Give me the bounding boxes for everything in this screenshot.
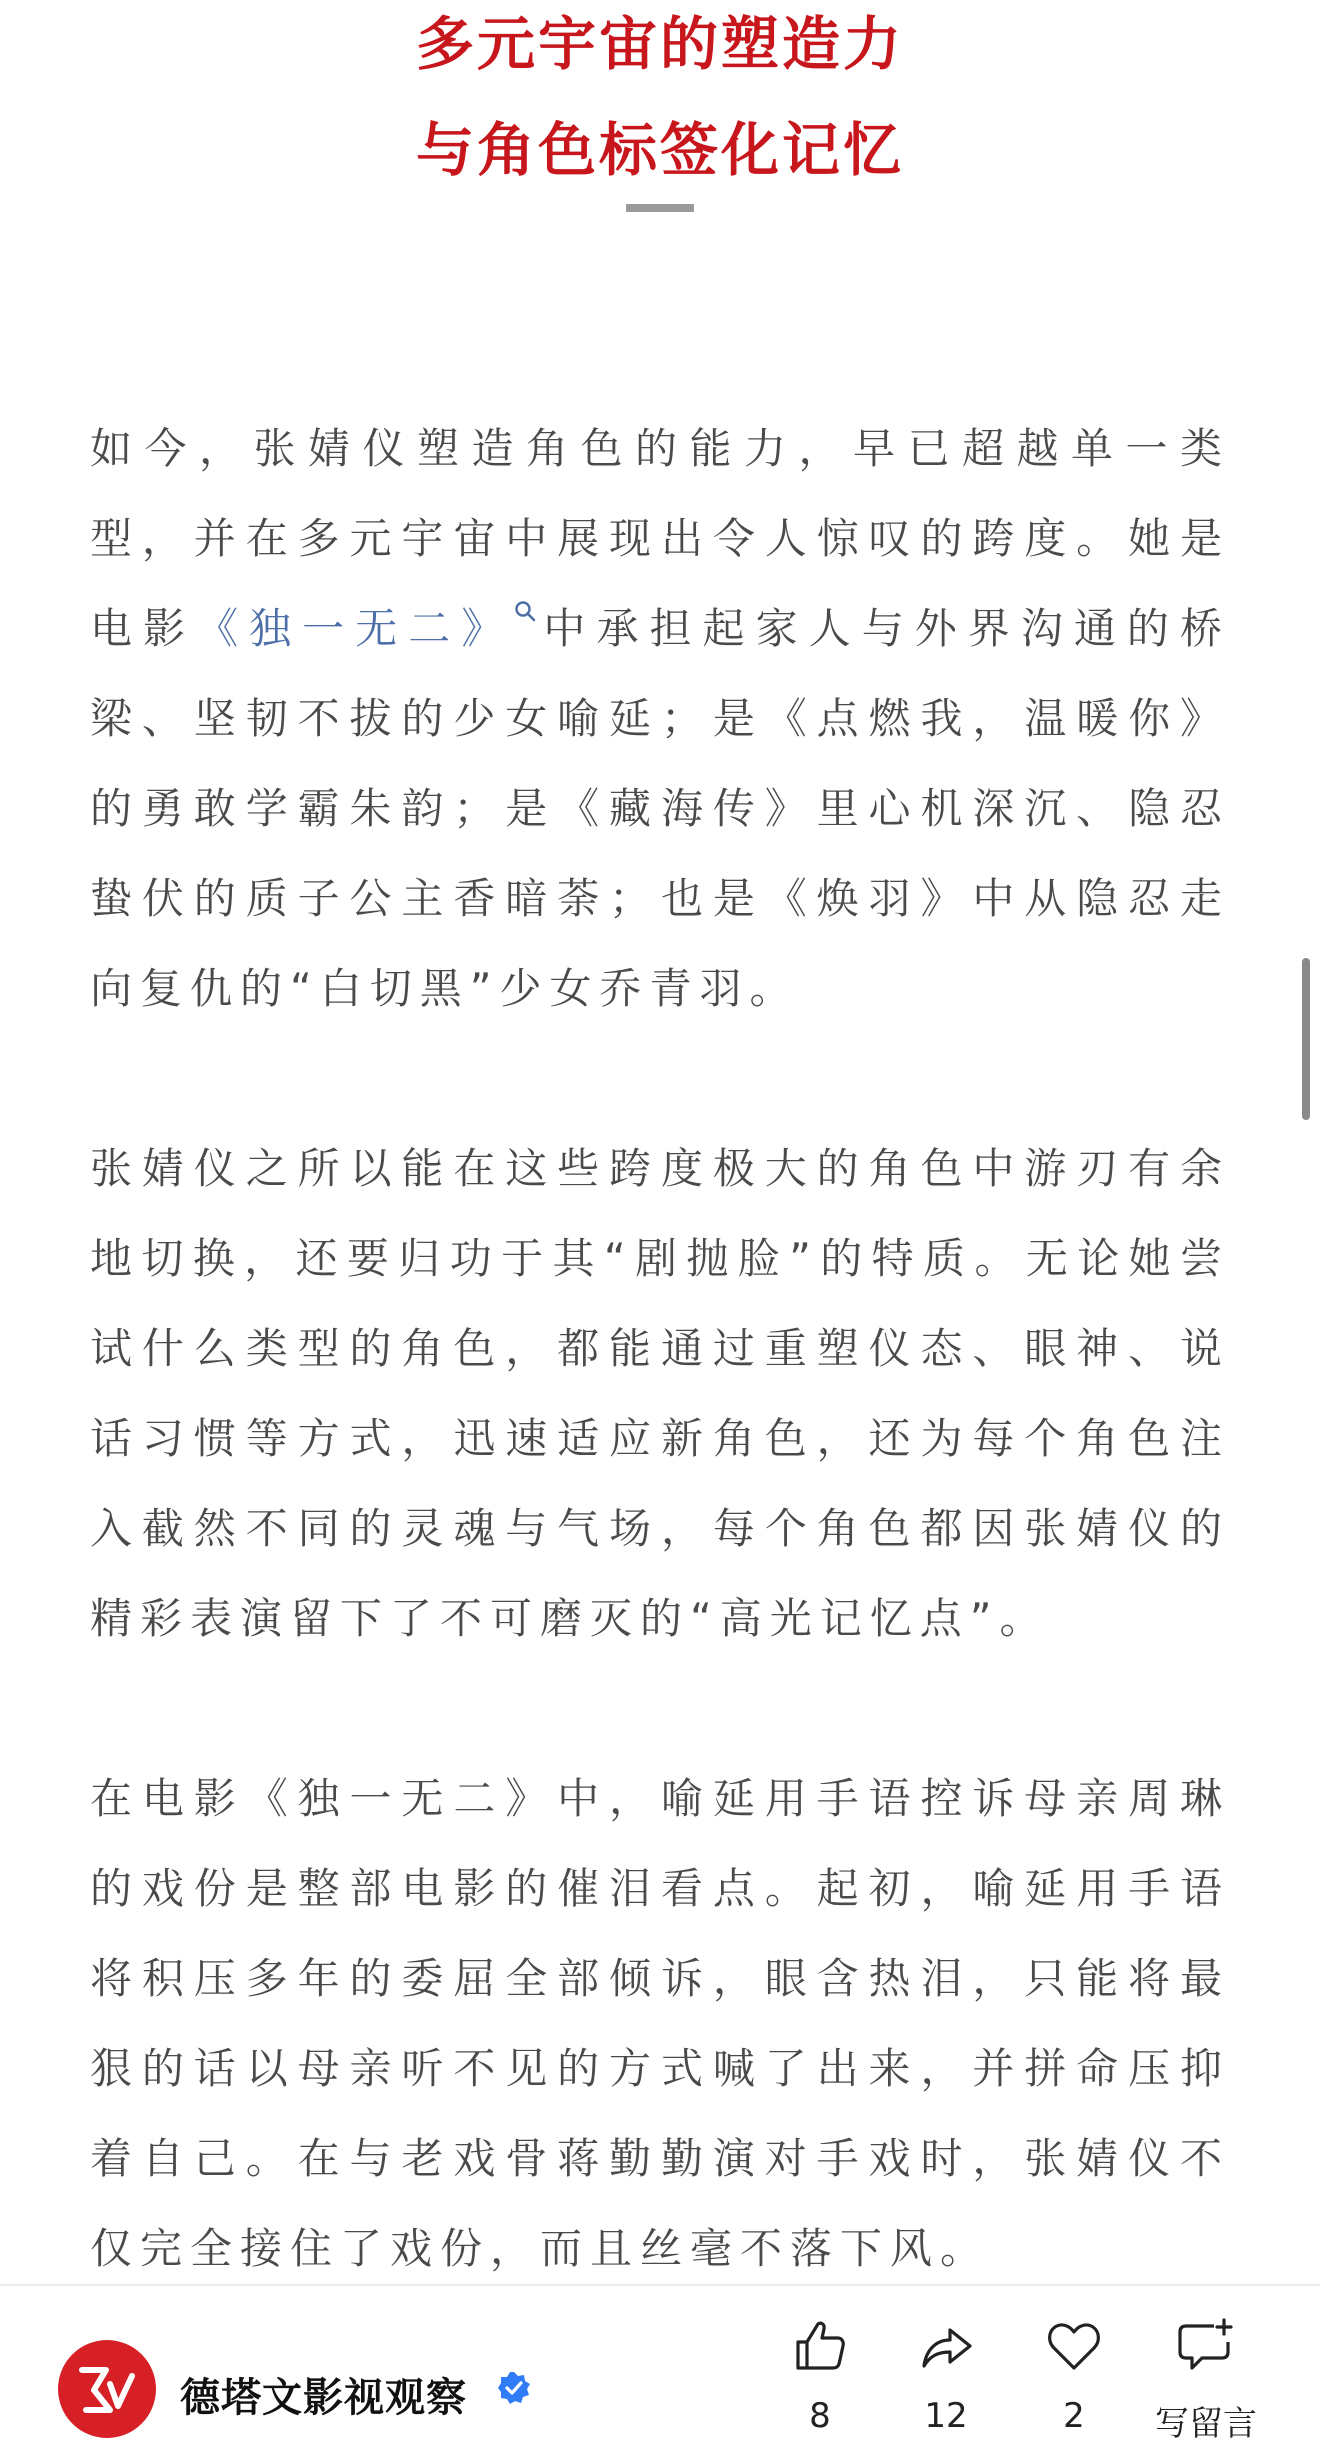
write-comment-label: 写留言 xyxy=(1155,2404,1257,2444)
share-button[interactable] xyxy=(886,2316,1006,2436)
search-icon[interactable] xyxy=(514,606,536,628)
account-name[interactable]: 德塔文影视观察 xyxy=(180,2375,467,2421)
thumbs-up-icon xyxy=(790,2316,850,2376)
scrollbar-thumb[interactable] xyxy=(1302,958,1310,1120)
paragraph-1-text-b: 中承担起家人与外界沟通的桥梁、坚韧不拔的少女喻延；是《点燃我，温暖你》的勇敢学霸朱韵；是《藏海传》里心机深沉、隐忍蛰伏的质子公主香暗荼；也是《焕羽》中从隐忍走向复仇的“白切黑”少女乔青羽。 xyxy=(90,604,1230,1013)
paragraph-1-text-a: 如今，张婧仪塑造角色的能力，早已超越单一类型，并在多元宇宙中展现出令人惊叹的跨度。她是电影 xyxy=(90,424,1230,653)
share-count: 12 xyxy=(924,2396,968,2436)
share-icon xyxy=(916,2316,976,2376)
section-heading-line-2: 与角色标签化记忆 xyxy=(415,116,904,184)
write-comment-button[interactable] xyxy=(1146,2316,1266,2445)
verified-icon xyxy=(496,2370,532,2410)
section-heading-line-1: 多元宇宙的塑造力 xyxy=(415,10,904,78)
paragraph-3: 在电影《独一无二》中，喻延用手语控诉母亲周琳的戏份是整部电影的催泪看点。起初，喻延用手语将积压多年的委屈全部倾诉，眼含热泪，只能将最狠的话以母亲听不见的方式喊了出来，并拼命压抑着自己。在与老戏骨蒋勤勤演对手戏时，张婧仪不仅完全接住了戏份，而且丝毫不落下风。 xyxy=(90,1774,1230,2273)
heading-divider xyxy=(626,204,694,212)
film-search-link[interactable]: 《独一无二》 xyxy=(196,604,515,653)
bottom-action-bar xyxy=(0,2284,1320,2453)
heart-icon xyxy=(1044,2316,1104,2376)
like-button[interactable] xyxy=(760,2316,880,2436)
favorite-count: 2 xyxy=(1063,2396,1085,2436)
like-count: 8 xyxy=(809,2396,831,2436)
account-avatar[interactable] xyxy=(58,2340,156,2438)
paragraph-2: 张婧仪之所以能在这些跨度极大的角色中游刃有余地切换，还要归功于其“剧抛脸”的特质。无论她尝试什么类型的角色，都能通过重塑仪态、眼神、说话习惯等方式，迅速适应新角色，还为每个角色注入截然不同的灵魂与气场，每个角色都因张婧仪的精彩表演留下了不可磨灭的“高光记忆点”。 xyxy=(90,1144,1230,1643)
comment-icon xyxy=(1174,2316,1238,2376)
favorite-button[interactable] xyxy=(1014,2316,1134,2436)
paragraph-1 xyxy=(90,404,1230,1034)
